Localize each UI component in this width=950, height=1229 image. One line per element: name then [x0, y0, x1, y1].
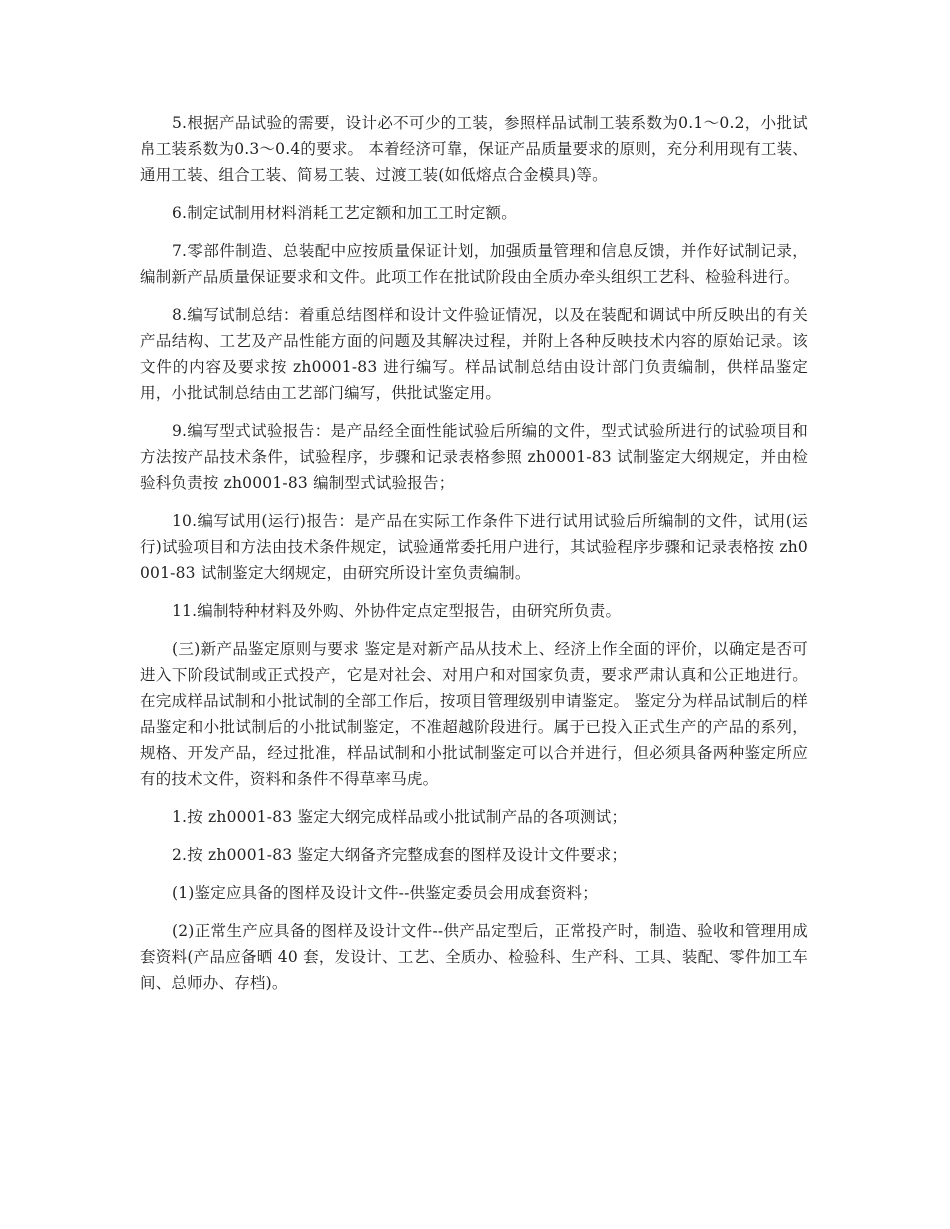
paragraph-item-11: 11.编制特种材料及外购、外协件定点定型报告，由研究所负责。 [172, 602, 622, 620]
section-paragraph-appraisal-principles: (三)新产品鉴定原则与要求 鉴定是对新产品从技术上、经济上作全面的评价，以确定是否可进入下阶段试制或正式投产，它是对社会、对用户和对国家负责，要求严肃认真和公正地进行。 在完成样品试制和小批试制的全部工作后，按项目管理级别申请鉴定。 鉴定分为样品试制后的样品鉴定和小批试制后的小批试制鉴定，不准超越阶段进行。属于已投入正式生产的产品的系列，规格、开发产品，经过批准，样品试制和小批试制鉴定可以合并进行，但必须具备两种鉴定所应有的技术文件，资料和条件不得草率马虎。 [140, 640, 808, 788]
paragraph-item-9: 9.编写型式试验报告：是产品经全面性能试验后所编的文件，型式试验所进行的试验项目和方法按产品技术条件，试验程序，步骤和记录表格参照 zh0001-83 试制鉴定大纲规定，并由检验科负责按 zh0001-83 编制型式试验报告； [140, 422, 808, 492]
paragraph-item-5: 5.根据产品试验的需要，设计必不可少的工装，参照样品试制工装系数为0.1～0.2，小批试帛工装系数为0.3～0.4的要求。 本着经济可靠，保证产品质量要求的原则，充分利用现有工装、通用工装、组合工装、简易工装、过渡工装(如低熔点合金模具)等。 [140, 114, 808, 184]
paragraph-item-6: 6.制定试制用材料消耗工艺定额和加工工时定额。 [172, 204, 517, 222]
paragraph-item-7: 7.零部件制造、总装配中应按质量保证计划，加强质量管理和信息反馈，并作好试制记录，编制新产品质量保证要求和文件。此项工作在批试阶段由全质办牵头组织工艺科、检验科进行。 [140, 242, 808, 286]
subitem-1: (1)鉴定应具备的图样及设计文件--供鉴定委员会用成套资料； [172, 884, 598, 902]
subitem-2: (2)正常生产应具备的图样及设计文件--供产品定型后，正常投产时，制造、验收和管理用成套资料(产品应备晒 40 套，发设计、工艺、全质办、检验科、生产科、工具、装配、零件加工车间、总师办、存档)。 [140, 922, 808, 992]
requirement-item-2: 2.按 zh0001-83 鉴定大纲备齐完整成套的图样及设计文件要求； [172, 846, 628, 864]
paragraph-item-8: 8.编写试制总结：着重总结图样和设计文件验证情况，以及在装配和调试中所反映出的有关产品结构、工艺及产品性能方面的问题及其解决过程，并附上各种反映技术内容的原始记录。该文件的内容及要求按 zh0001-83 进行编写。样品试制总结由设计部门负责编制，供样品鉴定用，小批试制总结由工艺部门编写，供批试鉴定用。 [140, 306, 808, 402]
requirement-item-1: 1.按 zh0001-83 鉴定大纲完成样品或小批试制产品的各项测试； [172, 808, 628, 826]
paragraph-item-10: 10.编写试用(运行)报告：是产品在实际工作条件下进行试用试验后所编制的文件，试用(运行)试验项目和方法由技术条件规定，试验通常委托用户进行，其试验程序步骤和记录表格按 zh0001-83 试制鉴定大纲规定，由研究所设计室负责编制。 [140, 512, 808, 582]
document-body [140, 110, 808, 1008]
